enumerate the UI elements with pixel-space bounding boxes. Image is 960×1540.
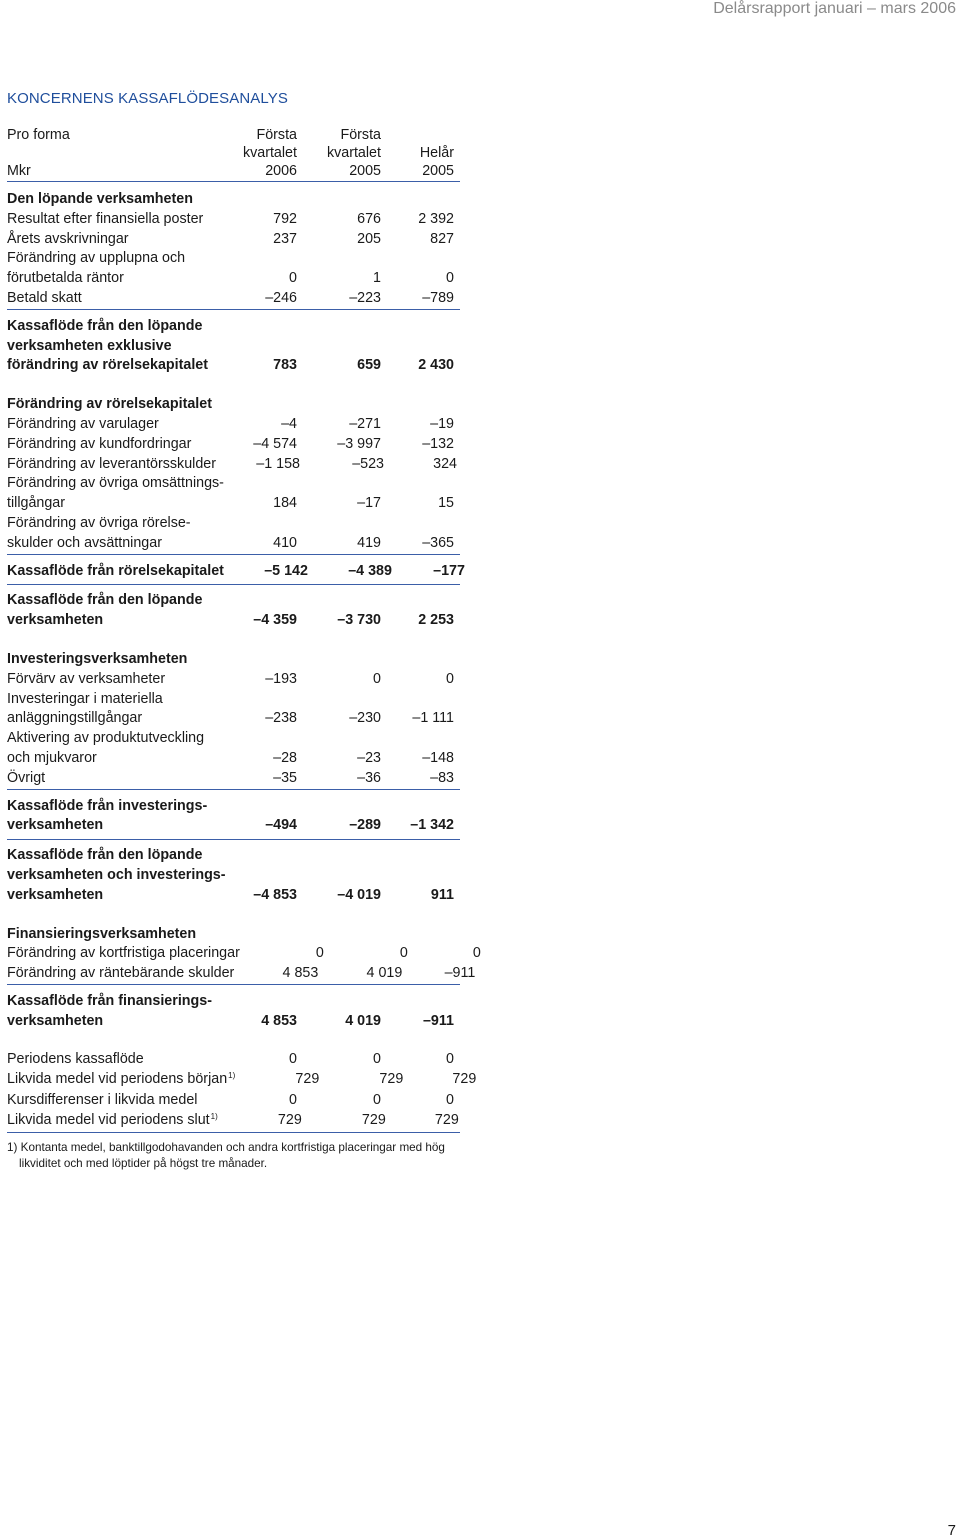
cell: 0 (373, 1051, 381, 1068)
cell: –36 (357, 769, 381, 786)
table-row (7, 1091, 460, 1111)
subtotal-row (7, 337, 460, 357)
cell: 2 253 (418, 612, 454, 629)
cell: –4 389 (348, 562, 392, 579)
cell: –230 (349, 710, 381, 727)
cell: 0 (446, 270, 454, 287)
header-col1: 2006 (265, 163, 297, 179)
row-label: verksamheten (7, 1012, 104, 1029)
cell: 0 (446, 1051, 454, 1068)
table-row (7, 709, 460, 729)
cell: –911 (422, 1012, 454, 1029)
row-label: Resultat efter finansiella poster (7, 210, 204, 227)
subtotal-row (7, 992, 460, 1012)
header-row (7, 126, 460, 144)
table-row (7, 210, 460, 230)
cell: –177 (433, 562, 465, 579)
row-label: Övrigt (7, 769, 46, 786)
cell: 676 (357, 210, 381, 227)
page-number: 7 (947, 1522, 956, 1539)
header-col1: kvartalet (242, 145, 297, 161)
cell: –4 359 (253, 612, 297, 629)
row-label: Kassaflöde från investerings- (7, 797, 208, 814)
row-label (7, 1070, 235, 1091)
cell: 0 (373, 670, 381, 687)
table-row (7, 749, 460, 769)
cell: 0 (289, 1051, 297, 1068)
row-label: Förändring av räntebärande skulder (7, 965, 235, 982)
cell: 729 (379, 1071, 404, 1088)
row-label: Finansieringsverksamheten (7, 925, 197, 942)
cell: –289 (349, 817, 381, 834)
cell: 792 (273, 210, 297, 227)
row-label: Kassaflöde från den löpande (7, 847, 203, 864)
cell: –19 (430, 415, 454, 432)
row-label: Förändring av upplupna och (7, 250, 186, 267)
section-heading (7, 395, 460, 415)
cell: 0 (399, 945, 408, 962)
cell: 4 853 (282, 965, 319, 982)
cell: 0 (289, 1092, 297, 1109)
cell: 911 (430, 886, 454, 903)
footnote-marker: 1) (228, 1071, 236, 1081)
cell: 4 853 (261, 1012, 297, 1029)
table-row (7, 435, 460, 455)
table-row (7, 1111, 460, 1133)
section-heading (7, 925, 460, 945)
footnote-line2: likviditet och med löptider på högst tre månader. (19, 1157, 268, 1170)
row-label: Kassaflöde från den löpande (7, 317, 203, 334)
row-label: Förändring av leverantörsskulder (7, 455, 216, 472)
cell: 4 019 (345, 1012, 381, 1029)
cell: –1 158 (256, 455, 300, 472)
row-label: Förändring av varulager (7, 415, 159, 432)
table-row (7, 415, 460, 435)
cell: –193 (265, 670, 297, 687)
subtotal-row (7, 1012, 460, 1032)
cell: –523 (352, 455, 384, 472)
table-row (7, 1070, 477, 1091)
cell: –83 (430, 769, 454, 786)
table-row (7, 494, 460, 514)
cell: 729 (361, 1111, 386, 1128)
header-label: Mkr (7, 163, 31, 179)
row-label: verksamheten och investerings- (7, 866, 226, 883)
row-label: Förändring av kortfristiga placeringar (7, 945, 240, 962)
row-label: Betald skatt (7, 289, 82, 306)
cell: –3 730 (337, 612, 381, 629)
cell: –5 142 (264, 562, 308, 579)
row-label: förändring av rörelsekapitalet (7, 357, 209, 374)
cell: 184 (273, 495, 297, 512)
row-label: Förändring av övriga omsättnings- (7, 475, 224, 492)
row-label: tillgångar (7, 495, 66, 512)
cell: –4 574 (253, 435, 297, 452)
cell: 827 (430, 230, 454, 247)
cell: 729 (452, 1071, 477, 1088)
table-row (7, 534, 460, 555)
section-heading (7, 650, 460, 670)
subtotal-row (7, 356, 460, 376)
cell: –789 (422, 289, 454, 306)
cell: 419 (357, 534, 381, 551)
subtotal-row (7, 886, 460, 906)
row-label: Investeringsverksamheten (7, 650, 188, 667)
cell: –3 997 (337, 435, 381, 452)
cell: 237 (273, 230, 297, 247)
subtotal-row (7, 816, 460, 840)
subtotal-row (7, 846, 460, 866)
header-col1: Första (256, 127, 297, 143)
cash-flow-table (7, 126, 481, 1133)
section-title: KONCERNENS KASSAFLÖDESANALYS (7, 90, 288, 107)
row-label: Kassaflöde från finansierings- (7, 992, 212, 1009)
cell: 324 (433, 455, 457, 472)
table-row (7, 514, 460, 534)
table-row (7, 690, 460, 710)
header-col3: 2005 (422, 163, 454, 179)
footnote-line1: Kontanta medel, banktillgodohavanden och andra kortfristiga placeringar med hög (20, 1141, 445, 1154)
header-col3: Helår (419, 145, 454, 161)
cell: –4 853 (253, 886, 297, 903)
cell: –246 (265, 289, 297, 306)
header-row (7, 162, 460, 182)
cell: –365 (422, 534, 454, 551)
subtotal-row (7, 591, 460, 611)
subtotal-row (7, 797, 460, 817)
header-label: Pro forma (7, 127, 70, 143)
cell: –132 (422, 435, 454, 452)
cell: –148 (422, 749, 454, 766)
cell: –4 019 (337, 886, 381, 903)
cell: 2 392 (418, 210, 454, 227)
cell: –238 (265, 710, 297, 727)
cell: 410 (273, 534, 297, 551)
cell: 0 (446, 1092, 454, 1109)
row-label: Förändring av rörelsekapitalet (7, 396, 212, 413)
header-col2: Första (340, 127, 381, 143)
row-label: Den löpande verksamheten (7, 191, 193, 207)
cell: 0 (289, 270, 297, 287)
cell: 15 (438, 495, 454, 512)
cell: –1 342 (410, 817, 454, 834)
cell: 0 (315, 945, 324, 962)
row-label: Kursdifferenser i likvida medel (7, 1092, 198, 1109)
cell: –17 (357, 495, 381, 512)
table-row (7, 1050, 460, 1070)
cell: –4 (281, 415, 297, 432)
cell: –271 (349, 415, 381, 432)
row-label: verksamheten (7, 612, 104, 629)
cell: 729 (295, 1071, 320, 1088)
table-row (7, 249, 460, 269)
cell: 783 (273, 357, 297, 374)
cell: –28 (273, 749, 297, 766)
table-row (7, 474, 460, 494)
cell: 0 (472, 945, 481, 962)
running-head: Delårsrapport januari – mars 2006 (713, 0, 956, 17)
header-row (7, 144, 460, 162)
table-row (7, 964, 476, 985)
subtotal-row (7, 562, 465, 586)
cell: 4 019 (366, 965, 403, 982)
row-label: Förvärv av verksamheter (7, 670, 166, 687)
cell: 205 (357, 230, 381, 247)
subtotal-row (7, 611, 460, 631)
row-label: skulder och avsättningar (7, 534, 162, 551)
table-row (7, 230, 460, 250)
cell: –1 111 (412, 710, 454, 727)
table-row (7, 769, 460, 790)
row-label: anläggningstillgångar (7, 710, 143, 727)
row-label: verksamheten (7, 817, 104, 834)
row-label: Aktivering av produktutveckling (7, 730, 205, 747)
table-row (7, 944, 481, 964)
section-heading (7, 190, 460, 210)
cell: –23 (357, 749, 381, 766)
cell: 2 430 (418, 357, 454, 374)
footnote (7, 1140, 467, 1172)
footnote-marker-label: 1) (7, 1141, 18, 1154)
row-label: Kassaflöde från rörelsekapitalet (7, 562, 224, 579)
table-row (7, 670, 460, 690)
cell: 0 (373, 1092, 381, 1109)
row-label-text: Likvida medel vid periodens början (7, 1071, 228, 1088)
cell: 1 (373, 270, 381, 287)
header-col2: 2005 (349, 163, 381, 179)
row-label (7, 1111, 218, 1132)
row-label-text: Likvida medel vid periodens slut (7, 1111, 210, 1128)
cell: –35 (273, 769, 297, 786)
table-row (7, 289, 460, 310)
cell: 659 (357, 357, 381, 374)
row-label: Förändring av kundfordringar (7, 435, 192, 452)
cell: –223 (349, 289, 381, 306)
header-col2: kvartalet (326, 145, 381, 161)
row-label: Förändring av övriga rörelse- (7, 514, 191, 531)
cell: –494 (265, 817, 297, 834)
row-label: Årets avskrivningar (7, 230, 129, 247)
row-label: verksamheten (7, 886, 104, 903)
row-label: Periodens kassaflöde (7, 1051, 144, 1068)
row-label: Investeringar i materiella (7, 690, 163, 707)
row-label: verksamheten exklusive (7, 337, 172, 354)
table-row (7, 269, 460, 289)
cell: 0 (446, 670, 454, 687)
cell: 729 (434, 1111, 459, 1128)
table-row (7, 729, 460, 749)
row-label: och mjukvaror (7, 749, 97, 766)
cell: –911 (444, 965, 476, 982)
subtotal-row (7, 317, 460, 337)
subtotal-row (7, 866, 460, 886)
footnote-marker: 1) (210, 1111, 218, 1121)
table-row (7, 455, 460, 475)
cell: 729 (277, 1111, 302, 1128)
row-label: Kassaflöde från den löpande (7, 592, 203, 609)
row-label: förutbetalda räntor (7, 270, 124, 287)
